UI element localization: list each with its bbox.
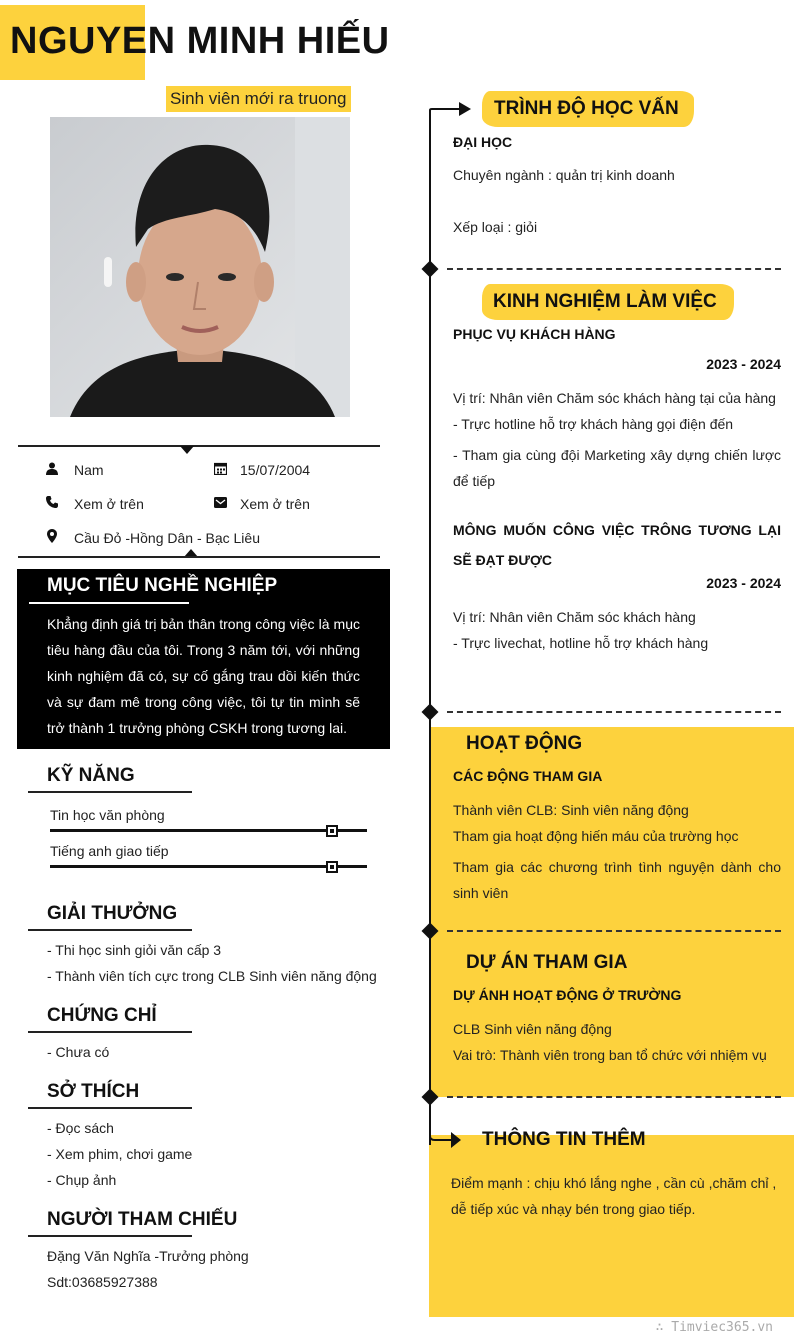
watermark-logo-icon: ∴ <box>655 1320 672 1335</box>
divider-arrow-down <box>180 446 194 454</box>
education-school: ĐẠI HỌC <box>453 134 513 150</box>
award-item: - Thành viên tích cực trong CLB Sinh viên năng động <box>47 968 377 984</box>
projects-subtitle: DỰ ÁNH HOẠT ĐỘNG Ở TRƯỜNG <box>453 987 682 1003</box>
hobby-item: - Đọc sách <box>47 1120 114 1136</box>
job-line: Vị trí: Nhân viên Chăm sóc khách hàng <box>453 609 696 625</box>
job-line: - Trực livechat, hotline hỗ trợ khách hàng <box>453 635 709 651</box>
timeline-diamond <box>422 261 439 278</box>
activities-subtitle: CÁC ĐỘNG THAM GIA <box>453 768 603 784</box>
job-line: - Trực hotline hỗ trợ khách hàng gọi điện đến <box>453 416 734 432</box>
activity-line: Tham gia hoạt động hiến máu của trường học <box>453 828 739 844</box>
experience-title: KINH NGHIỆM LÀM VIỆC <box>493 291 717 312</box>
section-divider <box>447 268 781 270</box>
extra-background <box>429 1135 794 1317</box>
info-top-divider <box>18 445 380 447</box>
profile-photo <box>50 117 350 417</box>
extra-title: THÔNG TIN THÊM <box>482 1129 646 1150</box>
projects-title: DỰ ÁN THAM GIA <box>466 952 628 973</box>
timeline-end-arrow-icon <box>429 1128 463 1152</box>
skill-level-bar <box>50 829 367 832</box>
email-icon <box>213 495 227 509</box>
activity-line: Thành viên CLB: Sinh viên năng động <box>453 802 689 818</box>
awards-title: GIẢI THƯỞNG <box>47 903 178 924</box>
hobbies-title-underline <box>28 1107 192 1109</box>
email-text: Xem ở trên <box>240 496 310 512</box>
project-line: CLB Sinh viên năng động <box>453 1021 612 1037</box>
certificates-title-underline <box>28 1031 192 1033</box>
skill-label: Tiếng anh giao tiếp <box>50 843 169 859</box>
project-line: Vai trò: Thành viên trong ban tổ chức với nhiệm vụ <box>453 1047 767 1063</box>
hobby-item: - Chụp ảnh <box>47 1172 117 1188</box>
skill-level-knob <box>326 825 338 837</box>
award-item: - Thi học sinh giỏi văn cấp 3 <box>47 942 222 958</box>
job-line: - Tham gia cùng đội Marketing xây dựng chiến lược để tiếp <box>453 447 781 489</box>
location-icon <box>45 529 59 543</box>
hobbies-title: SỞ THÍCH <box>47 1081 140 1102</box>
phone-text: Xem ở trên <box>74 496 144 512</box>
awards-title-underline <box>28 929 192 931</box>
section-divider <box>447 711 781 713</box>
section-divider <box>447 930 781 932</box>
timeline-start-arrow-icon <box>429 101 473 119</box>
watermark-text: Timviec365.vn <box>671 1320 773 1335</box>
candidate-subtitle: Sinh viên mới ra truong <box>166 86 351 112</box>
candidate-name: NGUYEN MINH HIẾU <box>10 20 390 62</box>
reference-title-underline <box>28 1235 192 1237</box>
section-divider <box>447 1096 781 1098</box>
job-period: 2023 - 2024 <box>706 356 781 372</box>
education-title: TRÌNH ĐỘ HỌC VẤN <box>494 98 679 119</box>
objective-text: Khẳng định giá trị bản thân trong công việc là mục tiêu hàng đầu của tôi. Trong 3 năm tới, với những kinh nghiệm đã có, sự cố gắng trau dồi kiến thức và sự đam mê trong công việc, tôi tự tin mình sẽ trở thành 1 trưởng phòng CSKH trong tương lai. <box>47 616 360 736</box>
certificate-item: - Chưa có <box>47 1044 110 1060</box>
skills-title-underline <box>28 791 192 793</box>
skills-title: KỸ NĂNG <box>47 765 135 786</box>
reference-title: NGƯỜI THAM CHIẾU <box>47 1209 238 1230</box>
job-name: MÔNG MUỐN CÔNG VIỆC TRÔNG TƯƠNG LẠI SẼ ĐẠT ĐƯỢC <box>453 522 781 568</box>
objective-title: MỤC TIÊU NGHỀ NGHIỆP <box>47 575 278 596</box>
education-major: Chuyên ngành : quản trị kinh doanh <box>453 167 675 183</box>
skill-label: Tin học văn phòng <box>50 807 165 823</box>
phone-icon <box>45 495 59 509</box>
user-icon <box>45 461 59 475</box>
hobby-item: - Xem phim, chơi game <box>47 1146 193 1162</box>
skill-level-bar <box>50 865 367 868</box>
certificates-title: CHỨNG CHỈ <box>47 1005 157 1026</box>
reference-item: Sdt:03685927388 <box>47 1274 158 1290</box>
activities-title: HOẠT ĐỘNG <box>466 733 583 754</box>
activity-line: Tham gia các chương trình tình nguyện dành cho sinh viên <box>453 859 781 901</box>
job-period: 2023 - 2024 <box>706 575 781 591</box>
reference-item: Đặng Văn Nghĩa -Trưởng phòng <box>47 1248 249 1264</box>
objective-title-underline <box>29 602 189 604</box>
info-bottom-divider <box>18 556 380 558</box>
birthday-text: 15/07/2004 <box>240 462 311 478</box>
skill-level-knob <box>326 861 338 873</box>
extra-text: Điểm mạnh : chịu khó lắng nghe , cần cù ,chăm chỉ , dễ tiếp xúc và nhạy bén trong giao tiếp. <box>451 1175 777 1217</box>
job-line: Vị trí: Nhân viên Chăm sóc khách hàng tại của hàng <box>453 390 776 406</box>
calendar-icon <box>213 461 227 475</box>
job-name: PHỤC VỤ KHÁCH HÀNG <box>453 326 616 342</box>
career-objective-box <box>17 569 390 749</box>
watermark <box>656 1320 773 1335</box>
education-grade: Xếp loại : giỏi <box>453 219 538 235</box>
gender-text: Nam <box>74 462 104 478</box>
address-text: Cầu Đỏ -Hồng Dân - Bạc Liêu <box>74 530 260 546</box>
timeline-diamond <box>422 704 439 721</box>
